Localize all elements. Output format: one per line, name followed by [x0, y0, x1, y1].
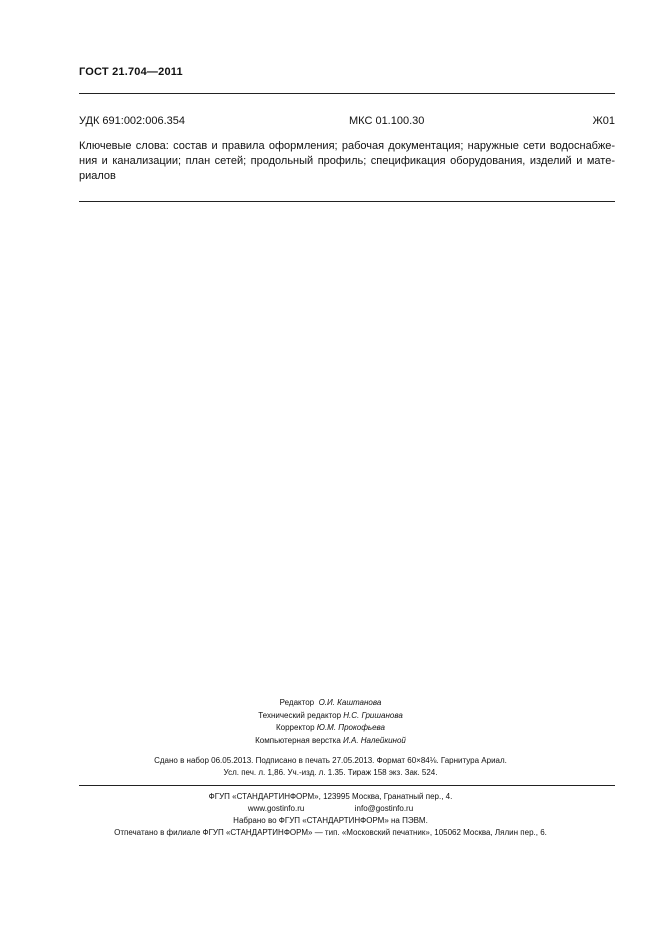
publisher-address: ФГУП «СТАНДАРТИНФОРМ», 123995 Москва, Гранатный пер., 4. — [208, 792, 453, 801]
credit-role: Технический редактор — [258, 710, 342, 720]
keywords-divider — [79, 201, 615, 202]
credit-tech-editor — [0, 710, 661, 723]
credit-layout — [0, 735, 661, 748]
credits-block — [0, 697, 661, 747]
printed-note: Отпечатано в филиале ФГУП «СТАНДАРТИНФОРМ» — тип. «Московский печатник», 105062 Москва, Лялин пер., 6. — [114, 828, 547, 837]
keywords-paragraph: Ключевые слова: состав и правила оформления; рабочая документация; наружные сети водоснабже-ния и канализации; план сетей; продольный профиль; спецификация оборудования, изделий и мате-риалов — [79, 140, 615, 182]
credit-role: Корректор — [276, 723, 315, 732]
print-info-line1: Сдано в набор 06.05.2013. Подписано в печать 27.05.2013. Формат 60×84⅛. Гарнитура Ариал. — [154, 756, 507, 765]
credit-role: Редактор — [279, 698, 315, 707]
credit-name: О.И. Каштанова — [318, 698, 382, 707]
credit-editor — [0, 697, 661, 710]
credit-name: Н.С. Гришанова — [343, 710, 403, 720]
publisher-email: info@gostinfo.ru — [354, 804, 414, 813]
credit-name: И.А. Налейкиной — [343, 735, 406, 745]
imprint-divider — [79, 785, 615, 786]
credit-role: Компьютерная верстка — [255, 735, 341, 745]
credit-name: Ю.М. Прокофьева — [316, 723, 385, 732]
publisher-contacts — [0, 803, 661, 816]
header-divider — [79, 93, 615, 94]
print-info-line2: Усл. печ. л. 1,86. Уч.-изд. л. 1.35. Тираж 158 экз. Зак. 524. — [223, 768, 438, 777]
group-code: Ж01 — [592, 115, 615, 127]
document-code: ГОСТ 21.704—2011 — [79, 66, 183, 78]
typeset-note: Набрано во ФГУП «СТАНДАРТИНФОРМ» на ПЭВМ. — [233, 816, 428, 825]
publisher-website: www.gostinfo.ru — [247, 804, 305, 813]
udk-code: УДК 691:002:006.354 — [79, 115, 185, 127]
credit-corrector — [0, 722, 661, 735]
mks-code: МКС 01.100.30 — [349, 115, 425, 127]
